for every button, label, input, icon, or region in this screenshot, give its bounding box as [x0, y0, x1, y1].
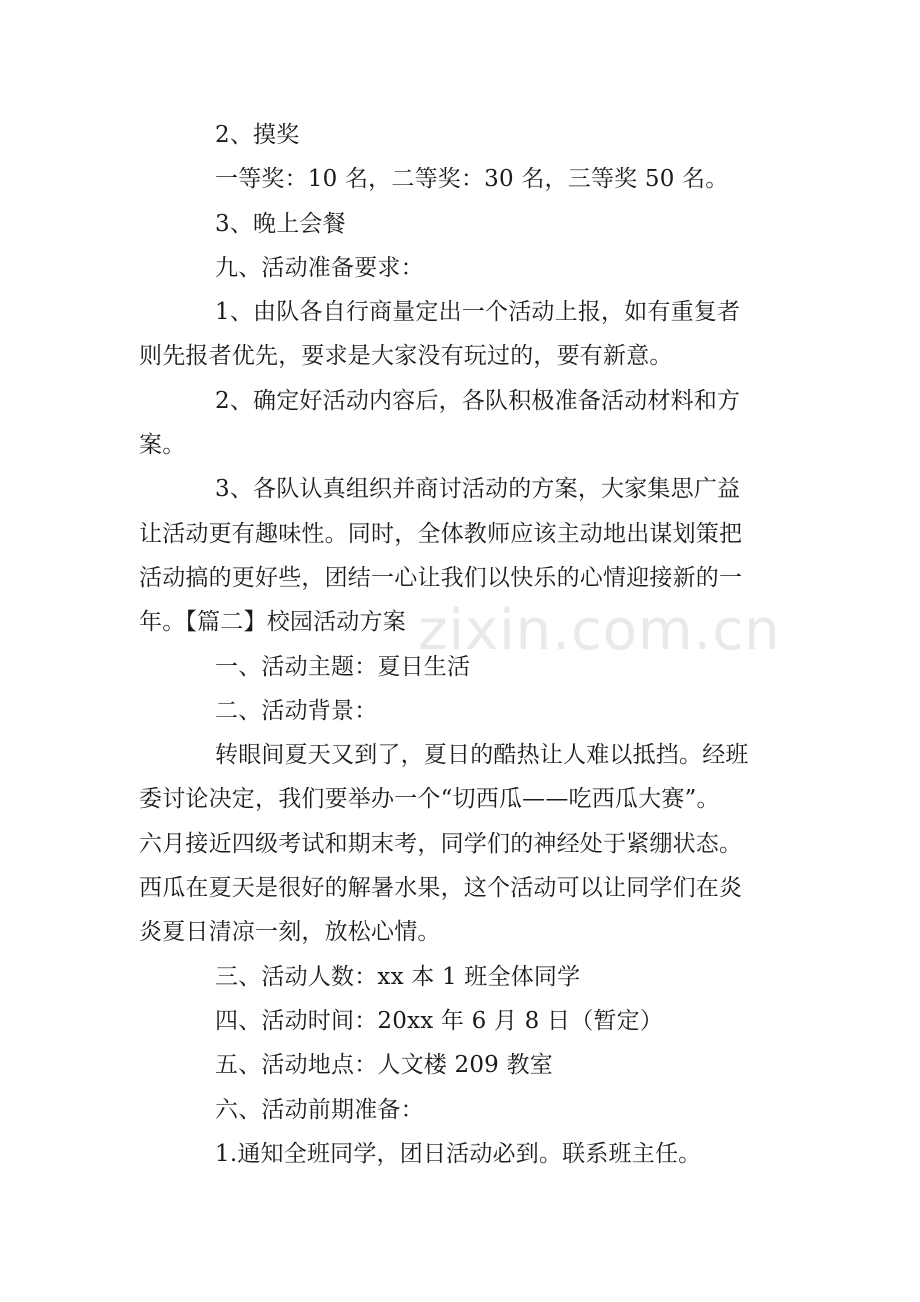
section-heading: 一、活动主题：夏日生活: [215, 653, 471, 680]
watermark: zixin.com.cn: [418, 598, 781, 663]
text-line: 炎夏日清凉一刻，放松心情。: [139, 919, 441, 946]
text-line: 活动搞的更好些，团结一心让我们以快乐的心情迎接新的一: [139, 564, 743, 591]
text-line: 案。: [139, 432, 186, 459]
text-line: 2、确定好活动内容后，各队积极准备活动材料和方: [215, 387, 741, 414]
text-line: 让活动更有趣味性。同时，全体教师应该主动地出谋划策把: [139, 520, 743, 547]
text-line: 2、摸奖: [215, 122, 300, 148]
text-line: 3、各队认真组织并商讨活动的方案，大家集思广益: [215, 476, 741, 503]
section-heading: 二、活动背景：: [215, 697, 378, 724]
text-line: 3、晚上会餐: [215, 210, 346, 237]
section-heading: 四、活动时间：20xx 年 6 月 8 日（暂定）: [215, 1007, 664, 1034]
text-line: 年。【篇二】校园活动方案: [139, 609, 406, 636]
document-body: [139, 113, 789, 1176]
text-line: 西瓜在夏天是很好的解暑水果，这个活动可以让同学们在炎: [139, 875, 743, 902]
text-line: 1、由队各自行商量定出一个活动上报，如有重复者: [215, 299, 741, 326]
section-heading: 五、活动地点：人文楼 209 教室: [215, 1052, 553, 1079]
text-line: 一等奖：10 名，二等奖：30 名，三等奖 50 名。: [215, 166, 729, 193]
text-line: 六月接近四级考试和期末考，同学们的神经处于紧绷状态。: [139, 830, 743, 857]
text-line: 转眼间夏天又到了，夏日的酷热让人难以抵挡。经班: [215, 742, 749, 769]
text-line: 委讨论决定，我们要举办一个“切西瓜——吃西瓜大赛”。: [139, 786, 720, 813]
section-heading: 九、活动准备要求：: [215, 254, 424, 281]
section-heading: 六、活动前期准备：: [215, 1096, 424, 1123]
text-line: 1.通知全班同学，团日活动必到。联系班主任。: [215, 1140, 702, 1167]
section-heading: 三、活动人数：xx 本 1 班全体同学: [215, 963, 581, 990]
text-line: 则先报者优先，要求是大家没有玩过的，要有新意。: [139, 343, 673, 370]
